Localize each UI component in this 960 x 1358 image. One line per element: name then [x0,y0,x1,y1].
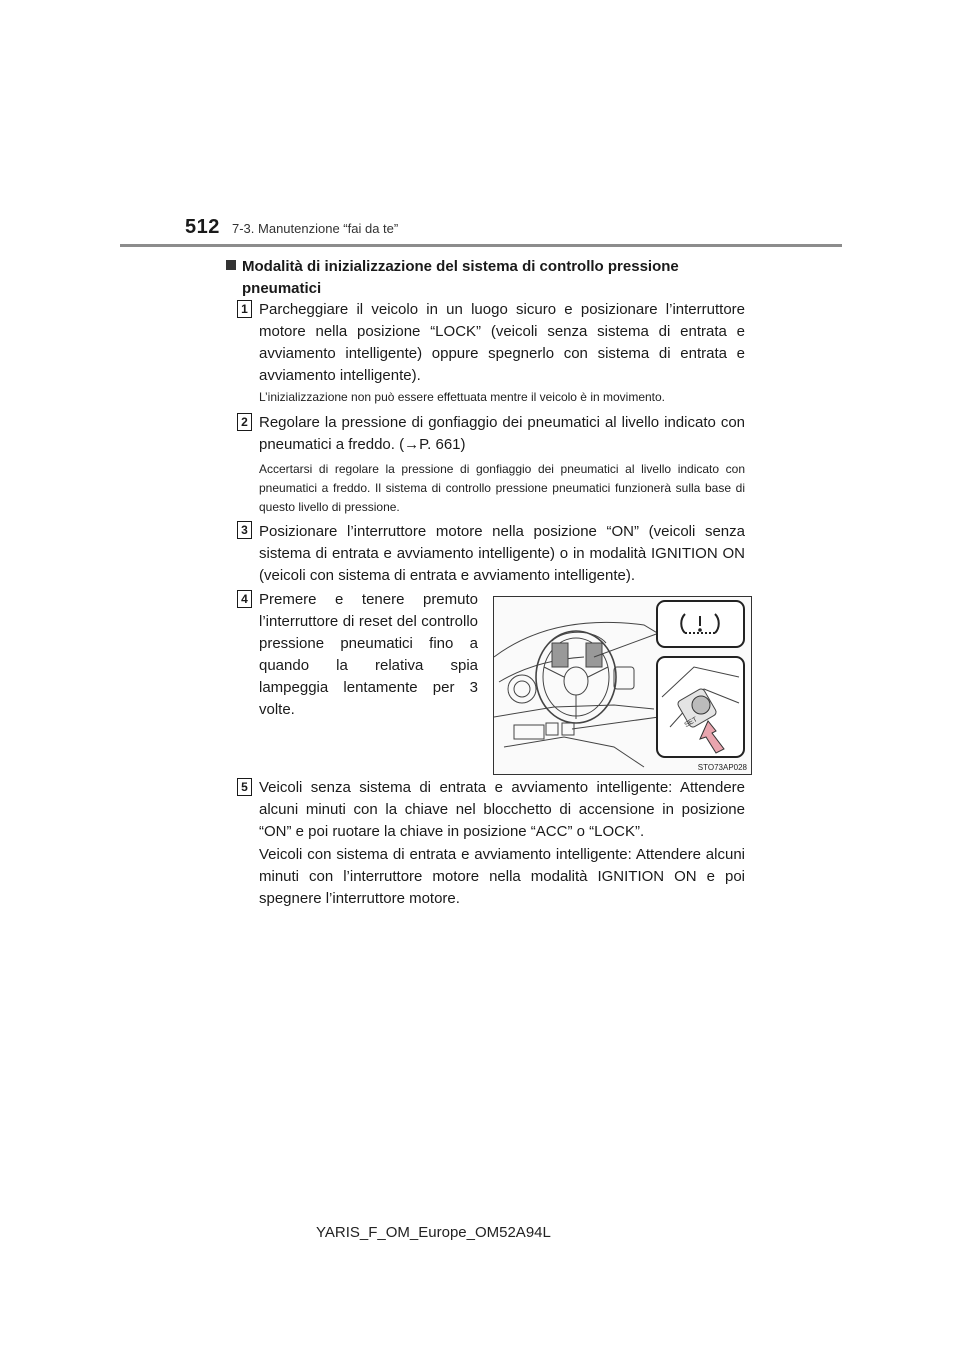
subheading-line2: pneumatici [242,280,322,297]
step-number-5: 5 [237,778,252,796]
figure-code: STO73AP028 [697,763,747,772]
step-4-text: Premere e tenere premuto l’interruttore di reset del controllo pressione pneumatici fino a quando la relativa spia lampeggia lentamente per 3 volte. [259,591,478,718]
step-1-text: Parcheggiare il veicolo in un luogo sicuro e posizionare l’interruttore motore nella posizione “LOCK” (veicoli senza sistema di entrata e avviamento intelligente) oppure spegnerlo con sistema di entrata e avviamento intelligente). [259,301,745,384]
step-1-note: L’inizializzazione non può essere effettuata mentre il veicolo è in movimento. [259,390,666,404]
step-3-text: Posizionare l’interruttore motore nella posizione “ON” (veicoli senza sistema di entrata e avviamento intelligente) o in modalità IGNITION ON (veicoli con sistema di entrata e avviamento intelligente). [259,523,745,584]
footer-doc-id: YARIS_F_OM_Europe_OM52A94L [316,1224,551,1241]
step-number-2: 2 [237,413,252,431]
reset-button-drawing [692,696,710,714]
step-number-1: 1 [237,300,252,318]
step-5-text: Veicoli senza sistema di entrata e avviamento intelligente: Attendere alcuni minuti con la chiave nel blocchetto di accensione in posizione “ON” e poi ruotare la chiave in posizione “ACC” o “LOCK”. [259,779,745,840]
dashboard-illustration [493,596,752,775]
square-bullet-icon [226,260,236,270]
section-title: 7-3. Manutenzione “fai da te” [232,221,399,236]
step-number-3: 3 [237,521,252,539]
step-5-text-2: Veicoli con sistema di entrata e avviamento intelligente: Attendere alcuni minuti con l’interruttore motore nella modalità IGNITION ON e poi spegnere l’interruttore motore. [259,846,745,907]
header-rule [120,244,842,247]
step-2-text: Regolare la pressione di gonfiaggio dei pneumatici al livello indicato con pneumatici a freddo. (→P. 661) [259,414,745,453]
set-button-label: SET [683,716,699,729]
step-2-note: Accertarsi di regolare la pressione di gonfiaggio dei pneumatici al livello indicato con pneumatici a freddo. Il sistema di controllo pressione pneumatici funzionerà sulla base di questo livello di pressione. [259,462,745,514]
subheading-line1: Modalità di inizializzazione del sistema di controllo pressione [242,258,679,275]
subheading [226,256,746,300]
dashboard-drawing [494,597,751,774]
page-number: 512 [185,216,220,238]
step-number-4: 4 [237,590,252,608]
